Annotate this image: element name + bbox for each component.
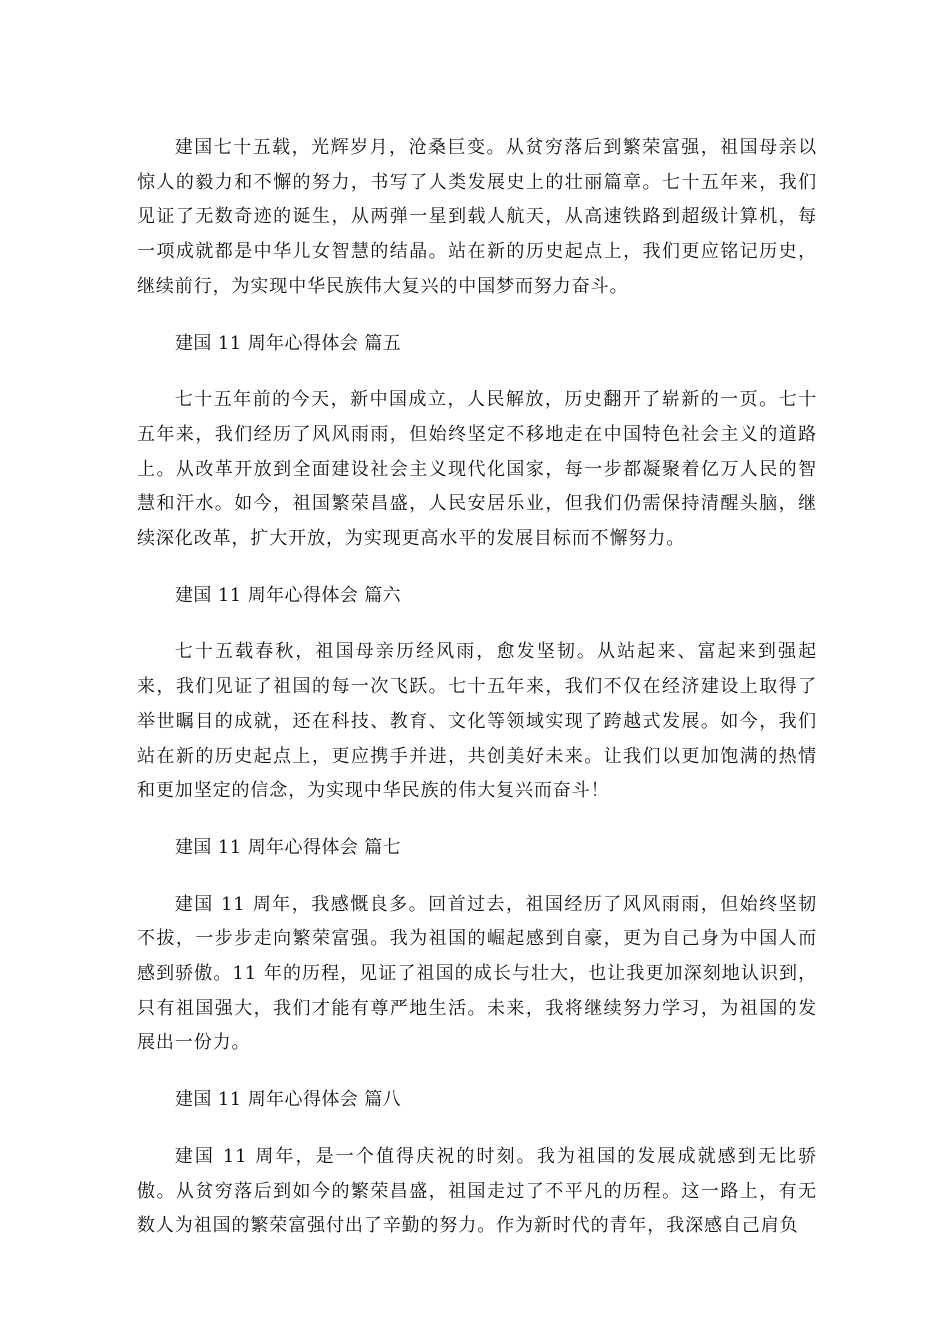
paragraph-8: 建国 11 周年，是一个值得庆祝的时刻。我为祖国的发展成就感到无比骄傲。从贫穷落后到如今的繁荣昌盛，祖国走过了不平凡的历程。这一路上，有无数人为祖国的繁荣富强付出了辛勤的努力。作为新时代的青年，我深感自己肩负 (137, 1145, 817, 1237)
section-heading-7: 建国 11 周年心得体会 篇七 (175, 836, 402, 858)
paragraph-7: 建国 11 周年，我感慨良多。回首过去，祖国经历了风风雨雨，但始终坚韧不拔，一步步走向繁荣富强。我为祖国的崛起感到自豪，更为自己身为中国人而感到骄傲。11 年的历程，见证了祖国的成长与壮大，也让我更加深刻地认识到，只有祖国强大，我们才能有尊严地生活。未来，我将继续努力学习，为祖国的发展出一份力。 (137, 893, 817, 1054)
section-heading-5: 建国 11 周年心得体会 篇五 (175, 332, 402, 354)
document-body (137, 131, 817, 1266)
paragraph-5: 七十五年前的今天，新中国成立，人民解放，历史翻开了崭新的一页。七十五年来，我们经历了风风雨雨，但始终坚定不移地走在中国特色社会主义的道路上。从改革开放到全面建设社会主义现代化国家，每一步都凝聚着亿万人民的智慧和汗水。如今，祖国繁荣昌盛，人民安居乐业，但我们仍需保持清醒头脑，继续深化改革，扩大开放，为实现更高水平的发展目标而不懈努力。 (137, 389, 817, 550)
paragraph-intro: 建国七十五载，光辉岁月，沧桑巨变。从贫穷落后到繁荣富强，祖国母亲以惊人的毅力和不懈的努力，书写了人类发展史上的壮丽篇章。七十五年来，我们见证了无数奇迹的诞生，从两弹一星到载人航天，从高速铁路到超级计算机，每一项成就都是中华儿女智慧的结晶。站在新的历史起点上，我们更应铭记历史，继续前行，为实现中华民族伟大复兴的中国梦而努力奋斗。 (137, 137, 817, 297)
section-heading-8: 建国 11 周年心得体会 篇八 (175, 1089, 402, 1111)
section-heading-6: 建国 11 周年心得体会 篇六 (175, 584, 402, 606)
paragraph-6: 七十五载春秋，祖国母亲历经风雨，愈发坚韧。从站起来、富起来到强起来，我们见证了祖国的每一次飞跃。七十五年来，我们不仅在经济建设上取得了举世瞩目的成就，还在科技、教育、文化等领域实现了跨越式发展。如今，我们站在新的历史起点上，更应携手并进，共创美好未来。让我们以更加饱满的热情和更加坚定的信念，为实现中华民族的伟大复兴而奋斗！ (137, 641, 817, 802)
